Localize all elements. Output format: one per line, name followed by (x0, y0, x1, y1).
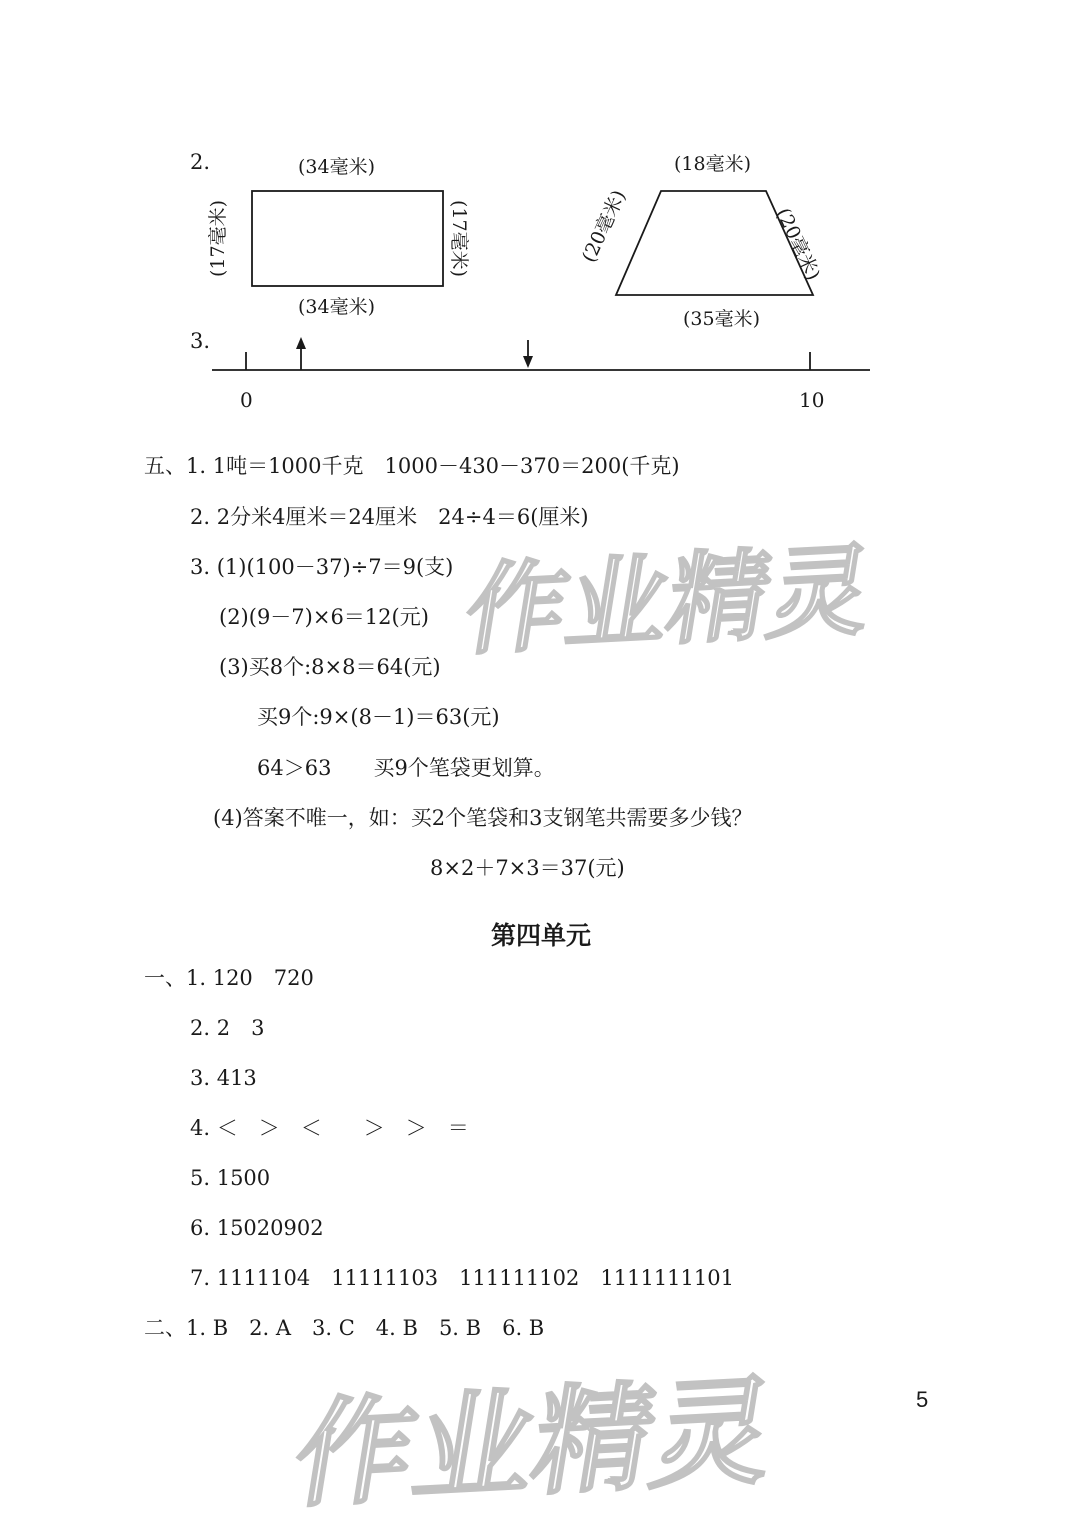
section5-line-5: (3)买8个:8×8＝64(元) (219, 655, 441, 679)
section5-line-4: (2)(9－7)×6＝12(元) (219, 605, 429, 629)
q3-number: 3. (190, 329, 211, 353)
number-line-end-label: 10 (799, 388, 825, 412)
rect-right-label: (17毫米) (448, 199, 471, 278)
q2-number: 2. (190, 150, 211, 174)
down-arrow-icon (523, 356, 533, 368)
rectangle-figure (252, 191, 443, 286)
watermark-bottom: 作业精灵 (285, 1361, 784, 1525)
section5-line-8: (4)答案不唯一，如：买2个笔袋和3支钢笔共需要多少钱？ (213, 806, 753, 830)
trap-bottom-label: (35毫米) (683, 308, 761, 330)
rect-bottom-label: (34毫米) (298, 296, 376, 318)
section5-line-6: 买9个:9×(8－1)＝63(元) (257, 705, 500, 729)
trap-left-label: (20毫米) (577, 186, 631, 266)
unit4-answer-2: 二、1. B 2. A 3. C 4. B 5. B 6. B (144, 1316, 545, 1340)
unit4-answer-1-1: 一、1. 120 720 (144, 966, 314, 990)
page-number: 5 (916, 1387, 929, 1412)
trap-top-label: (18毫米) (674, 153, 752, 175)
rect-top-label: (34毫米) (298, 156, 376, 178)
trapezoid-figure (616, 191, 813, 295)
watermark-middle: 作业精灵 (457, 531, 880, 670)
section5-line-1: 五、1. 1吨＝1000千克 1000－430－370＝200(千克) (144, 454, 680, 478)
section5-line-3: 3. (1)(100－37)÷7＝9(支) (190, 555, 454, 579)
rect-left-label: (17毫米) (207, 199, 230, 278)
number-line-start-label: 0 (240, 388, 253, 412)
unit4-answer-1-3: 3. 413 (190, 1066, 257, 1090)
trap-right-label: (20毫米) (771, 204, 825, 284)
unit4-title: 第四单元 (491, 921, 592, 950)
section5-line-2: 2. 2分米4厘米＝24厘米 24÷4＝6(厘米) (190, 505, 589, 529)
unit4-answer-1-7: 7. 1111104 11111103 111111102 1111111101 (190, 1266, 734, 1290)
section5-line-9: 8×2＋7×3＝37(元) (430, 856, 625, 880)
unit4-answer-1-4: 4. ＜ ＞ ＜ ＞ ＞ ＝ (190, 1116, 469, 1140)
unit4-answer-1-2: 2. 2 3 (190, 1016, 265, 1040)
section5-line-7: 64＞63 买9个笔袋更划算。 (257, 756, 555, 780)
unit4-answer-1-5: 5. 1500 (190, 1166, 271, 1190)
up-arrow-icon (296, 337, 306, 349)
unit4-answer-1-6: 6. 15020902 (190, 1216, 324, 1240)
